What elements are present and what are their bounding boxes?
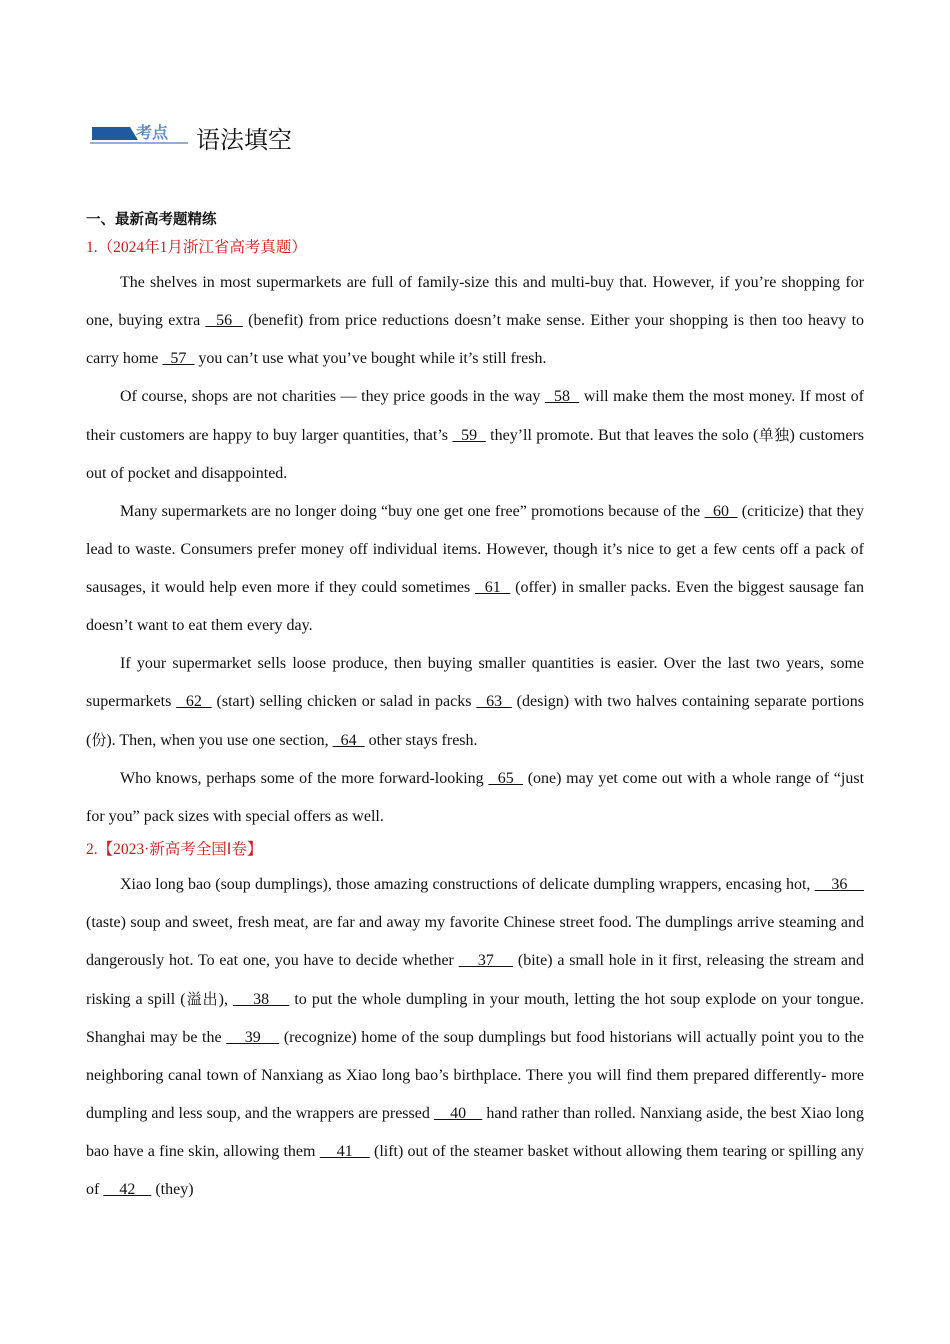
passage-text: Xiao long bao (soup dumplings), those amazing constructions of delicate dumpling wrappers, encasing hot, bbox=[120, 876, 815, 893]
passage-text: Many supermarkets are no longer doing “buy one get one free” promotions because of the bbox=[120, 503, 705, 520]
answer-blank: 62 bbox=[176, 693, 212, 710]
answer-blank: 65 bbox=[488, 770, 524, 787]
passage-text: (benefit) from price reductions doesn’t make sense. Either your shopping is then too heavy to carry home bbox=[86, 312, 865, 367]
answer-blank: 64 bbox=[332, 732, 365, 749]
answer-blank: 61 bbox=[475, 579, 511, 596]
passage-text: (lift) out of the steamer basket without allowing them tearing or spilling any of bbox=[86, 1143, 865, 1198]
answer-blank: 42 bbox=[103, 1181, 152, 1198]
chinese-gloss: 份 bbox=[91, 731, 107, 749]
passage-text: (taste) soup and sweet, fresh meat, are far and away my favorite Chinese street food. The dumplings arrive steaming and dangerously hot. To eat one, you have to decide whether bbox=[86, 914, 864, 969]
passage-text: ). Then, when you use one section, bbox=[106, 732, 333, 749]
section-heading: 一、最新高考题精练 bbox=[86, 212, 217, 228]
question-2-title: 2.【2023·新高考全国Ⅰ卷】 bbox=[86, 841, 263, 858]
passage-text: will make them the most money. If most of their customers are happy to buy larger quantities, that’s bbox=[86, 388, 864, 444]
passage-text: Of course, shops are not charities — they price goods in the way bbox=[120, 388, 545, 405]
answer-blank: 57 bbox=[162, 350, 195, 367]
passage-text: hand rather than rolled. Nanxiang aside, the best Xiao long bao have a fine skin, allowing them bbox=[86, 1105, 865, 1160]
passage-text: (bite) a small hole in it first, releasing the stream and risking a spill ( bbox=[86, 952, 865, 1008]
answer-blank: 36 bbox=[814, 876, 865, 893]
answer-blank: 58 bbox=[544, 388, 580, 405]
chinese-gloss: 单独 bbox=[758, 426, 790, 444]
answer-blank: 56 bbox=[205, 312, 243, 329]
answer-blank: 60 bbox=[704, 503, 738, 520]
passage-text: (criticize) that they lead to waste. Consumers prefer money off individual items. However, though it’s nice to get a few cents off a pack of sausages, it would help even more if they could sometimes bbox=[86, 503, 864, 596]
passage-text: ), bbox=[218, 991, 234, 1008]
passage-text: (they) bbox=[151, 1181, 194, 1198]
answer-blank: 38 bbox=[233, 991, 290, 1008]
kaodian-badge bbox=[90, 122, 190, 146]
badge-text: 考点 bbox=[136, 123, 169, 142]
question-2-passage bbox=[86, 866, 864, 1209]
answer-blank: 40 bbox=[433, 1105, 483, 1122]
answer-blank: 37 bbox=[458, 952, 514, 969]
passage-text: (offer) in smaller packs. Even the biggest sausage fan doesn’t want to eat them every day. bbox=[86, 579, 865, 634]
passage-paragraph bbox=[86, 645, 864, 760]
main-content bbox=[86, 206, 864, 1209]
passage-paragraph bbox=[86, 760, 864, 836]
page-title: 语法填空 bbox=[196, 126, 292, 154]
passage-text: to put the whole dumpling in your mouth, letting the hot soup explode on your tongue. Shanghai may be the bbox=[86, 991, 865, 1046]
passage-paragraph bbox=[86, 264, 864, 378]
passage-text: ) customers out of pocket and disappointed. bbox=[86, 427, 865, 482]
answer-blank: 63 bbox=[476, 693, 512, 710]
answer-blank: 59 bbox=[452, 427, 486, 444]
passage-text: If your supermarket sells loose produce, then buying smaller quantities is easier. Over the last two years, some supermarkets bbox=[86, 655, 864, 710]
passage-text: (design) with two halves containing separate portions ( bbox=[86, 693, 865, 749]
passage-paragraph bbox=[86, 493, 864, 645]
topic-header bbox=[90, 118, 390, 158]
question-1-passage bbox=[86, 264, 864, 836]
passage-text: you can’t use what you’ve bought while it’s still fresh. bbox=[194, 350, 547, 367]
passage-text: (start) selling chicken or salad in packs bbox=[211, 693, 477, 710]
passage-text: Who knows, perhaps some of the more forward-looking bbox=[120, 770, 489, 787]
chinese-gloss: 溢出 bbox=[185, 990, 219, 1008]
answer-blank: 39 bbox=[226, 1029, 280, 1046]
passage-text: other stays fresh. bbox=[364, 732, 478, 749]
question-1-title: 1.（2024年1月浙江省高考真题） bbox=[86, 239, 307, 256]
passage-text: The shelves in most supermarkets are full of family-size this and multi-buy that. However, if you’re shopping for one, buying extra bbox=[86, 274, 864, 329]
passage-paragraph bbox=[86, 866, 864, 1209]
passage-text: (one) may yet come out with a whole range of “just for you” pack sizes with special offers as well. bbox=[86, 770, 865, 825]
passage-text: (recognize) home of the soup dumplings but food historians will actually point you to the neighboring canal town of Nanxiang as Xiao long bao’s birthplace. There you will find them prepared differently- more dumpling and less soup, and the wrappers are pressed bbox=[86, 1029, 865, 1122]
passage-text: they’ll promote. But that leaves the solo ( bbox=[485, 427, 759, 444]
passage-paragraph bbox=[86, 378, 864, 493]
answer-blank: 41 bbox=[319, 1143, 370, 1160]
